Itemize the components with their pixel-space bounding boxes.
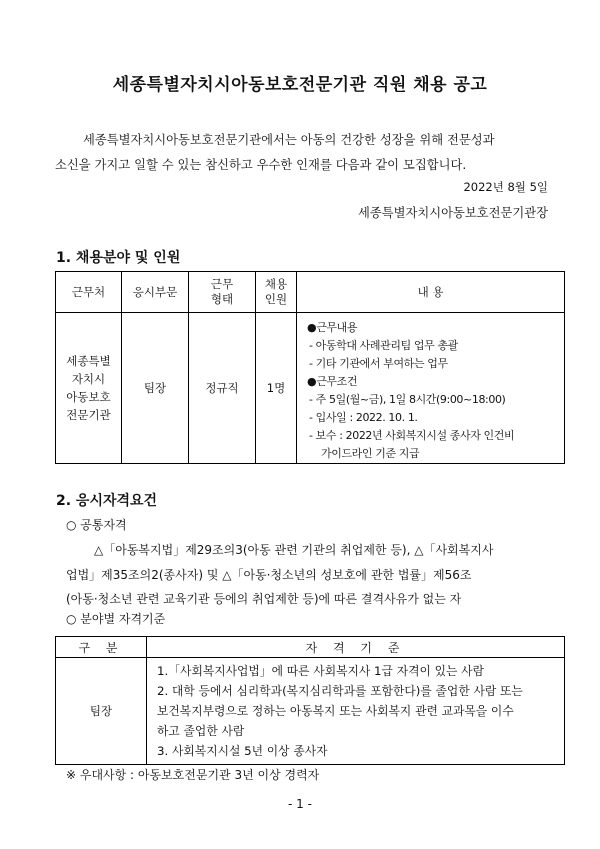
header-type-line1: 근무 — [210, 277, 234, 291]
recruitment-table-row — [56, 313, 565, 464]
header-category: 구 분 — [56, 637, 147, 658]
header-count-line2: 인원 — [264, 292, 288, 306]
law-line-3: (아동·청소년 관련 교육기관 등에의 취업제한 등)에 따른 결격사유가 없는 자 — [66, 592, 462, 606]
duty-title: ●근무내용 — [307, 321, 358, 334]
intro-line-1: 세종특별자치시아동보호전문기관에서는 아동의 건강한 성장을 위해 전문성과 — [83, 133, 495, 147]
criteria-1: 1.「사회복지사업법」에 따른 사회복지사 1급 자격이 있는 사람 — [157, 664, 484, 678]
law-line-2: 업법」제35조의2(종사자) 및 △「아동·청소년의 성보호에 관한 법률」제56조 — [66, 567, 472, 582]
preference-note: ※ 우대사항 : 아동보호전문기관 3년 이상 경력자 — [66, 768, 320, 782]
recruitment-table — [55, 271, 565, 464]
criteria-3: 3. 사회복지시설 5년 이상 종사자 — [157, 744, 328, 758]
common-qualification-label: ○ 공통자격 — [66, 518, 127, 532]
qualification-table-row — [56, 658, 565, 765]
cell-dept: 팀장 — [122, 313, 189, 464]
duty-item-1: - 아동학대 사례관리팀 업무 총괄 — [309, 339, 458, 352]
header-count-line1: 채용 — [264, 277, 288, 291]
condition-item-3-cont: 가이드라인 기준 지급 — [321, 447, 420, 460]
qualification-table-header — [56, 637, 565, 658]
criteria-2c: 하고 졸업한 사람 — [157, 724, 245, 738]
location-line-4: 전문기관 — [66, 408, 111, 422]
condition-item-2: - 입사일 : 2022. 10. 1. — [309, 411, 418, 424]
condition-title: ●근무조건 — [307, 375, 358, 388]
criteria-2a: 2. 대학 등에서 심리학과(복지심리학과를 포함한다)를 졸업한 사람 또는 — [157, 684, 523, 698]
law-line-1: △「아동복지법」제29조의3(아동 관련 기관의 취업제한 등), △「사회복지사 — [94, 543, 494, 557]
page-number: - 1 - — [288, 797, 312, 811]
section-2-heading: 2. 응시자격요건 — [56, 493, 158, 509]
header-type — [189, 272, 256, 313]
header-criteria: 자 격 기 준 — [147, 637, 565, 658]
header-content: 내 용 — [297, 272, 565, 313]
law-paragraph — [66, 538, 562, 612]
header-location: 근무처 — [56, 272, 122, 313]
section-1-heading: 1. 채용분야 및 인원 — [56, 250, 181, 266]
cell-content — [297, 313, 565, 464]
location-line-3: 아동보호 — [66, 390, 111, 404]
header-count — [256, 272, 297, 313]
issuing-organization: 세종특별자치시아동보호전문기관장 — [357, 206, 548, 220]
duty-item-2: - 기타 기관에서 부여하는 업무 — [309, 357, 448, 370]
condition-item-1: - 주 5일(월~금), 1일 8시간(9:00~18:00) — [309, 393, 506, 406]
location-line-2: 자치시 — [71, 372, 106, 386]
field-qualification-label: ○ 분야별 자격기준 — [66, 612, 166, 626]
intro-paragraph — [55, 128, 555, 178]
header-type-line2: 형태 — [210, 292, 234, 306]
recruitment-table-header — [56, 272, 565, 313]
location-line-1: 세종특별 — [66, 354, 111, 368]
cell-location — [56, 313, 122, 464]
intro-line-2: 소신을 가지고 일할 수 있는 참신하고 우수한 인재를 다음과 같이 모집합니다. — [55, 158, 467, 172]
cell-count: 1명 — [256, 313, 297, 464]
condition-item-3: - 보수 : 2022년 사회복지시설 종사자 인건비 — [309, 429, 515, 442]
cell-position: 팀장 — [56, 658, 147, 765]
header-dept: 응시부문 — [122, 272, 189, 313]
cell-criteria — [147, 658, 565, 765]
criteria-2b: 보건복지부령으로 정하는 아동복지 또는 사회복지 관련 교과목을 이수 — [157, 704, 514, 718]
announcement-date: 2022년 8월 5일 — [463, 180, 548, 194]
cell-type: 정규직 — [189, 313, 256, 464]
qualification-table — [55, 636, 565, 765]
page-title: 세종특별자치시아동보호전문기관 직원 채용 공고 — [112, 75, 488, 95]
